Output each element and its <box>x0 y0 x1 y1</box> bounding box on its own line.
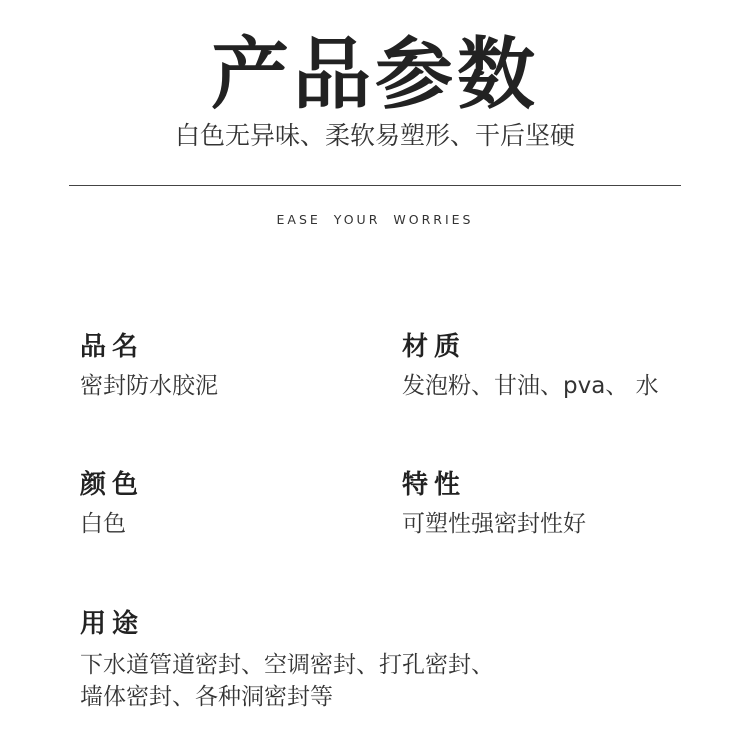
param-name <box>80 330 218 402</box>
param-color-value: 白色 <box>80 511 126 537</box>
param-color <box>80 468 144 540</box>
param-material <box>402 330 659 402</box>
param-usage-label: 用途 <box>80 609 145 639</box>
param-feature-label: 特性 <box>402 470 467 500</box>
param-color-label: 颜色 <box>80 470 145 500</box>
page-title: 产品参数 <box>210 30 539 120</box>
param-usage-value-line-2: 墙体密封、各种洞密封等 <box>80 684 333 710</box>
param-usage <box>80 607 494 713</box>
param-name-label: 品名 <box>80 332 145 362</box>
param-material-label: 材质 <box>402 332 467 362</box>
page-subtitle: 白色无异味、柔软易塑形、干后坚硬 <box>174 121 575 150</box>
param-usage-value-line-1: 下水道管道密封、空调密封、打孔密封、 <box>80 652 494 678</box>
tagline: EASE YOUR WORRIES <box>276 212 474 227</box>
param-feature <box>402 468 586 540</box>
param-material-value: 发泡粉、甘油、pva、 水 <box>402 373 659 399</box>
param-feature-value: 可塑性强密封性好 <box>402 511 586 537</box>
divider <box>69 185 681 186</box>
param-name-value: 密封防水胶泥 <box>80 373 218 399</box>
